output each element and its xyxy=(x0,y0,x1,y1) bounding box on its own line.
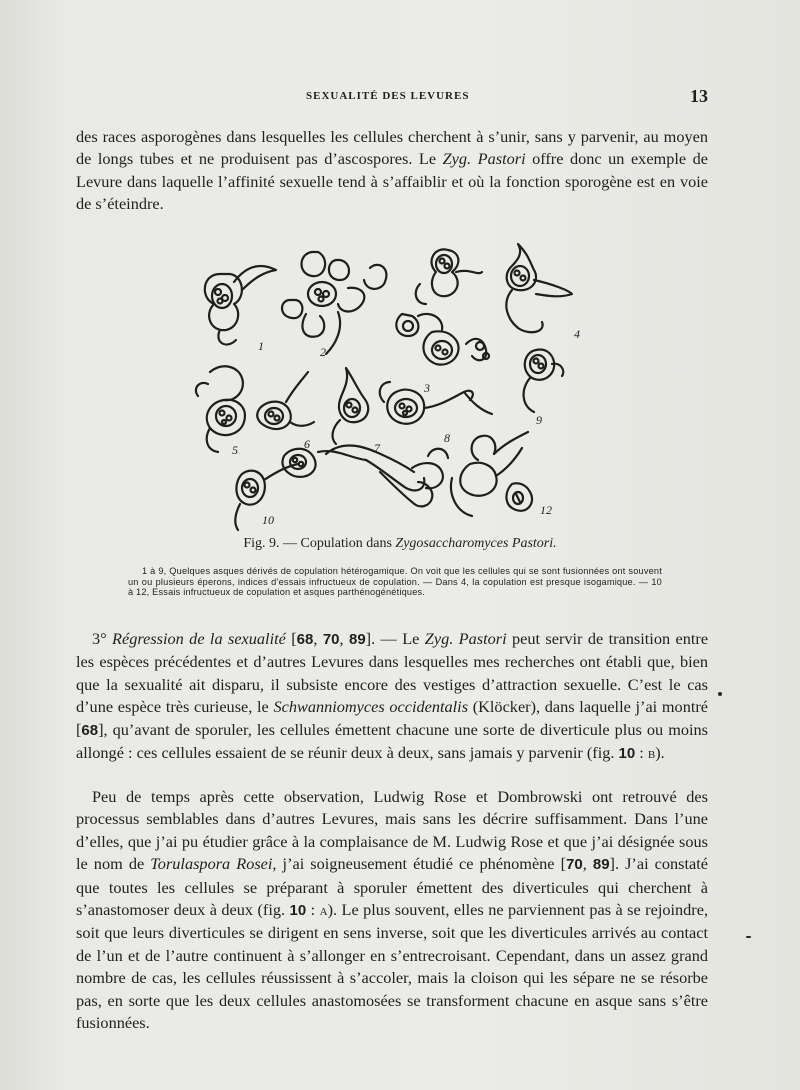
cell-group-4 xyxy=(506,244,572,332)
top-paragraph xyxy=(76,126,708,216)
text-run: ). Le plus souvent, elles ne parviennent pas à se rejoindre, soit que leurs diverticules se dirigent en sens inverse, soit que les diverticules arrivés au contact de l’un et de l’autre continuent à s’allonger en s’entrecroisant. Cependant, dans un assez grand nombre de cas, les cellules réussissent à s’accoler, mais la cloison qui les sépare ne se résorbe pas, en sorte que les deux cellules anastomosées se transforment chacune en asque sans s’être fusionnées. xyxy=(76,900,709,1033)
figure-ref-letter: : b xyxy=(635,743,656,763)
figure-label: 1 xyxy=(258,339,264,353)
running-title: SEXUALITÉ DES LEVURES xyxy=(306,90,470,102)
figure-label: 6 xyxy=(304,437,310,451)
citation-ref: 70 xyxy=(566,856,583,874)
regression-paragraph xyxy=(76,628,708,765)
citation-ref: 89 xyxy=(592,856,610,874)
section-number: 3° xyxy=(92,629,107,648)
text-run: , xyxy=(313,629,323,648)
figure-label: 8 xyxy=(444,431,450,445)
figure-ref-letter: : a xyxy=(306,900,328,920)
text-run: , j’ai soigneusement étudié ce phénomène [ xyxy=(272,854,567,874)
caption-species: Zygosaccharomyces Pastori. xyxy=(395,536,557,551)
figure-label: 10 xyxy=(262,513,274,527)
text-run: , xyxy=(339,629,349,648)
text-run: , xyxy=(582,854,593,874)
figure-label: 9 xyxy=(536,413,542,427)
print-speck xyxy=(746,936,751,938)
cell-group-2 xyxy=(282,252,386,354)
caption-prefix: Fig. 9. — Copulation dans xyxy=(243,536,396,551)
species-name: Schwanniomyces occidentalis xyxy=(273,697,469,717)
figure-ref: 10 xyxy=(289,902,307,920)
species-name: Torulaspora Rosei xyxy=(150,854,273,874)
figure-caption xyxy=(100,536,700,552)
text-run: peut servir de transition entre les espèces précédentes et d’autres Levures dans lesquelles mes recherches ont établi que, bien que la sexualité ait disparu, il subsiste encore des vestiges d’attraction sexuelle. C’est le cas d’une espèce très curieuse, le xyxy=(76,629,709,717)
figure-9-drawings xyxy=(180,232,590,532)
figure-label: 5 xyxy=(232,443,238,457)
citation-ref: 68 xyxy=(296,631,314,648)
cell-group-5 xyxy=(196,366,245,452)
citation-ref: 89 xyxy=(348,631,366,648)
text-run: ]. — Le xyxy=(365,629,425,648)
species-name: Zyg. Pastori xyxy=(424,629,507,648)
cell-group-3 xyxy=(396,249,489,364)
text-run: (Klöcker), dans laquelle j’ai montré [ xyxy=(76,697,709,739)
citation-ref: 68 xyxy=(81,721,99,739)
figure-label: 4 xyxy=(574,327,580,341)
text-run: offre donc un exemple de Levure dans laquelle l’affinité sexuelle tend à s’affaiblir et où la fonction sporogène est en voie de s’éteindre. xyxy=(76,149,708,214)
text-run: Peu de temps après cette observation, Ludwig Rose et Dombrowski ont retrouvé des processus semblables dans d’autres Levures, mais sans les décrire suffisamment. Dans l’une d’elles, que j’ai pu étudier grâce à la complaisance de M. Ludwig Rose et que j’ai désignée sous le nom de xyxy=(76,787,708,874)
species-name: Zyg. Pastori xyxy=(442,149,526,169)
print-speck xyxy=(718,692,722,696)
figure-label: 3 xyxy=(424,381,430,395)
rose-paragraph xyxy=(76,786,708,1034)
text-run: [ xyxy=(285,629,297,648)
cell-group-9 xyxy=(524,350,564,413)
text-run: ], qu’avant de sporuler, les cellules émettent chacune une sorte de diverticule plus ou moins allongé : ces cellules essaient de se réunir deux à deux, sans jamais y parvenir (fig. xyxy=(76,719,708,763)
figure-label: 12 xyxy=(540,503,552,517)
figure-label: 7 xyxy=(374,441,380,455)
figure-ref: 10 xyxy=(618,745,636,763)
page-header xyxy=(0,86,800,108)
page-number: 13 xyxy=(690,86,708,106)
cell-group-8 xyxy=(380,382,492,424)
section-title: Régression de la sexualité xyxy=(112,629,286,648)
text-run: des races asporogènes dans lesquelles les cellules cherchent à s’unir, sans y parvenir, au moyen de longs tubes et ne produisent pas d’ascospores. Le xyxy=(76,127,708,169)
figure-label: 2 xyxy=(320,345,326,359)
cell-group-1 xyxy=(205,266,276,345)
cell-group-12 xyxy=(451,432,532,516)
text-run: ). xyxy=(655,743,665,763)
cell-group-7 xyxy=(333,368,369,444)
figure-legend: 1 à 9, Quelques asques dérivés de copulation hétérogamique. On voit que les cellules qui se sont fusionnées ont souvent un ou plusieurs éperons, indices d’essais infructueux de copulation. — Dans 4, la copulation est presque isogamique. — 10 à 12, Essais infructueux de copulation et asques parthénogénétiques. xyxy=(128,566,662,598)
text-run: ]. J’ai constaté que toutes les cellules se préparant à sporuler émettent des diverticules qui cherchent à s’anastomoser deux à deux (fig. xyxy=(76,854,709,920)
yeast-copulation-drawing xyxy=(180,232,590,532)
cell-group-6 xyxy=(257,372,314,429)
citation-ref: 70 xyxy=(322,631,340,648)
